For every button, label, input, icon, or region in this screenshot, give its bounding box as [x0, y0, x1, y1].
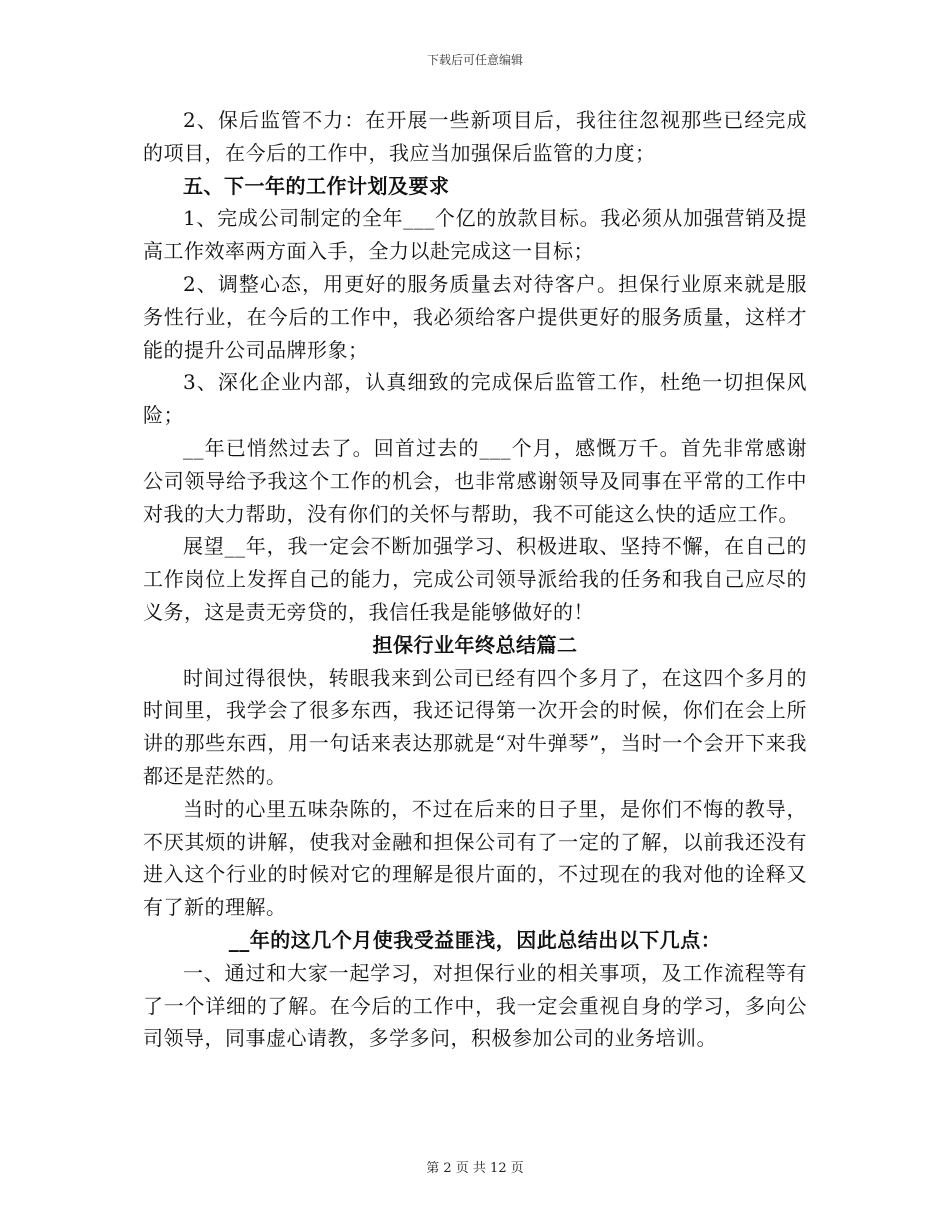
paragraph-plan-service-quality: 2、调整心态，用更好的服务质量去对待客户。担保行业原来就是服务性行业，在今后的工作中，我必须给客户提供更好的服务质量，这样才能的提升公司品牌形象；: [143, 271, 807, 362]
article-title-part-two: 担保行业年终总结篇二: [372, 632, 578, 657]
paragraph-plan-loan-target: 1、完成公司制定的全年___个亿的放款目标。我必须从加强营销及提高工作效率两方面入手，全力以赴完成这一目标；: [143, 206, 807, 264]
section-heading-next-year-plan: 五、下一年的工作计划及要求: [183, 173, 450, 198]
paragraph-year-review: __年已悄然过去了。回首过去的___个月，感慨万千。首先非常感谢公司领导给予我这个工作的机会，也非常感谢领导及同事在平常的工作中对我的大力帮助，没有你们的关怀与帮助，我不可能这么快的适应工作。: [143, 435, 807, 526]
paragraph-plan-risk-control: 3、深化企业内部，认真细致的完成保后监管工作，杜绝一切担保风险；: [143, 370, 807, 428]
paragraph-feelings: 当时的心里五味杂陈的，不过在后来的日子里，是你们不悔的教导，不厌其烦的讲解，使我对金融和担保公司有了一定的了解，以前我还没有进入这个行业的时候对它的理解是很片面的，不过现在的我对他的诠释又有了新的理解。: [143, 796, 807, 920]
page-header: 下载后可任意编辑: [426, 53, 523, 67]
page-number: 第 2 页 共 12 页: [426, 1161, 524, 1176]
paragraph-supervision-weakness: 2、保后监管不力：在开展一些新项目后，我往往忽视那些已经完成的项目，在今后的工作中，我应当加强保后监管的力度；: [143, 108, 807, 165]
paragraph-time-flies: 时间过得很快，转眼我来到公司已经有四个多月了，在这四个多月的时间里，我学会了很多东西，我还记得第一次开会的时候，你们在会上所讲的那些东西，用一句话来表达那就是“对牛弹琴”，当时一个会开下来我都还是茫然的。: [143, 665, 807, 788]
paragraph-point-one: 一、通过和大家一起学习，对担保行业的相关事项，及工作流程等有了一个详细的了解。在今后的工作中，我一定会重视自身的学习，多向公司领导，同事虚心请教，多学多问，积极参加公司的业务培训。: [143, 960, 807, 1051]
paragraph-outlook: 展望__年，我一定会不断加强学习、积极进取、坚持不懈，在自己的工作岗位上发挥自己的能力，完成公司领导派给我的任务和我自己应尽的义务，这是责无旁贷的，我信任我是能够做好的！: [143, 534, 807, 624]
document-body: [143, 104, 807, 1055]
summary-heading: __年的这几个月使我受益匪浅，因此总结出以下几点：: [228, 927, 722, 952]
